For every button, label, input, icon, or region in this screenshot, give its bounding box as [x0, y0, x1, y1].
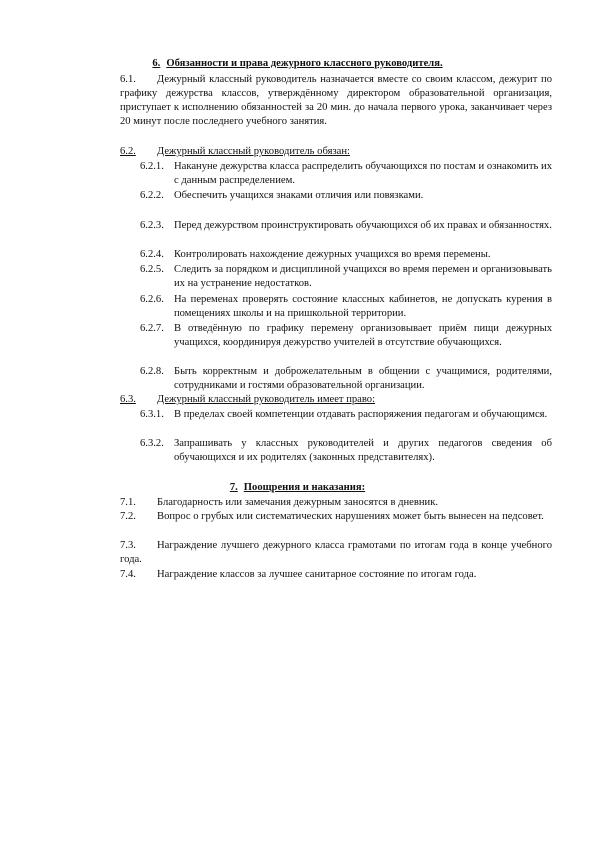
list-item-6-3-2 [140, 437, 552, 465]
list-item-6-2-1 [140, 160, 552, 188]
list-item-6-3 [120, 393, 552, 407]
item-text: Обеспечить учащихся знаками отличия или повязками. [174, 190, 424, 201]
item-text: Накануне дежурства класса распределить обучающихся по постам и ознакомить их с данным распределением. [174, 161, 552, 186]
section-6-title: Обязанности и права дежурного классного руководителя. [166, 58, 443, 69]
item-text: На переменах проверять состояние классных кабинетов, не допускать курения в помещениях школы и на пришкольной территории. [174, 294, 552, 319]
list-item-6-2-6 [140, 293, 552, 321]
list-item-7-3 [120, 539, 552, 567]
item-number: 6.2.3. [140, 220, 164, 231]
item-text: Дежурный классный руководитель назначается вместе со своим классом, дежурит по графику дежурства классов, утверждённому директором образовательной организация, приступает к исполнению обязанностей за 20 мин. до начала первого урока, заканчивает через 20 минут после последнего учебного занятия. [120, 74, 552, 127]
item-text: Перед дежурством проинструктировать обучающихся об их правах и обязанностях. [174, 220, 552, 231]
item-text: В пределах своей компетенции отдавать распоряжения педагогам и обучающимся. [174, 409, 548, 420]
list-item-6-1 [120, 73, 552, 129]
item-number: 6.2.5. [140, 264, 164, 275]
item-text: Контролировать нахождение дежурных учащихся во время перемены. [174, 249, 491, 260]
section-7-title: Поощрения и наказания: [243, 482, 366, 493]
list-item-7-2 [120, 510, 552, 524]
section-7-number: 7. [229, 482, 238, 493]
list-item-7-4 [120, 568, 552, 582]
item-number: 6.1. [120, 74, 136, 85]
item-text: Дежурный классный руководитель обязан: [157, 146, 350, 157]
item-number: 6.3. [120, 394, 136, 405]
list-item-6-2-7 [140, 322, 552, 350]
item-number: 7.3. [120, 540, 136, 551]
item-number: 7.2. [120, 511, 136, 522]
section-6-number: 6. [152, 58, 161, 69]
item-number: 6.3.1. [140, 409, 164, 420]
section-6-heading [0, 57, 595, 71]
item-number: 7.4. [120, 569, 136, 580]
item-number: 6.3.2. [140, 438, 164, 449]
item-text: Запрашивать у классных руководителей и других педагогов сведения об обучающихся и их родителях (законных представителях). [174, 438, 552, 463]
item-text: Дежурный классный руководитель имеет право: [157, 394, 376, 405]
item-text: Награждение лучшего дежурного класса грамотами по итогам года в конце учебного года. [120, 540, 552, 565]
list-item-6-2-8 [140, 365, 552, 393]
item-text: Благодарность или замечания дежурным заносятся в дневник. [157, 497, 438, 508]
item-number: 6.2.8. [140, 366, 164, 377]
list-item-6-3-1 [140, 408, 552, 422]
item-text: Вопрос о грубых или систематических нарушениях может быть вынесен на педсовет. [157, 511, 544, 522]
item-number: 6.2.1. [140, 161, 164, 172]
list-item-7-1 [120, 496, 552, 510]
item-number: 6.2.2. [140, 190, 164, 201]
item-text: В отведённую по графику перемену организовывает приём пищи дежурных учащихся, координируя дежурство учителей в отсутствие обучающихся. [174, 323, 552, 348]
list-item-6-2-3 [140, 219, 552, 233]
item-text: Следить за порядком и дисциплиной учащихся во время перемен и организовывать их на устранение недостатков. [174, 264, 552, 289]
item-text: Награждение классов за лучшее санитарное состояние по итогам года. [157, 569, 477, 580]
list-item-6-2-5 [140, 263, 552, 291]
list-item-6-2-4 [140, 248, 552, 262]
item-number: 6.2.7. [140, 323, 164, 334]
section-7-heading [0, 481, 595, 495]
item-number: 6.2.4. [140, 249, 164, 260]
item-number: 7.1. [120, 497, 136, 508]
list-item-6-2-2 [140, 189, 552, 203]
item-text: Быть корректным и доброжелательным в общении с учащимися, родителями, сотрудниками и гостями образовательной организации. [174, 366, 552, 391]
list-item-6-2 [120, 145, 552, 159]
item-number: 6.2. [120, 146, 136, 157]
item-number: 6.2.6. [140, 294, 164, 305]
